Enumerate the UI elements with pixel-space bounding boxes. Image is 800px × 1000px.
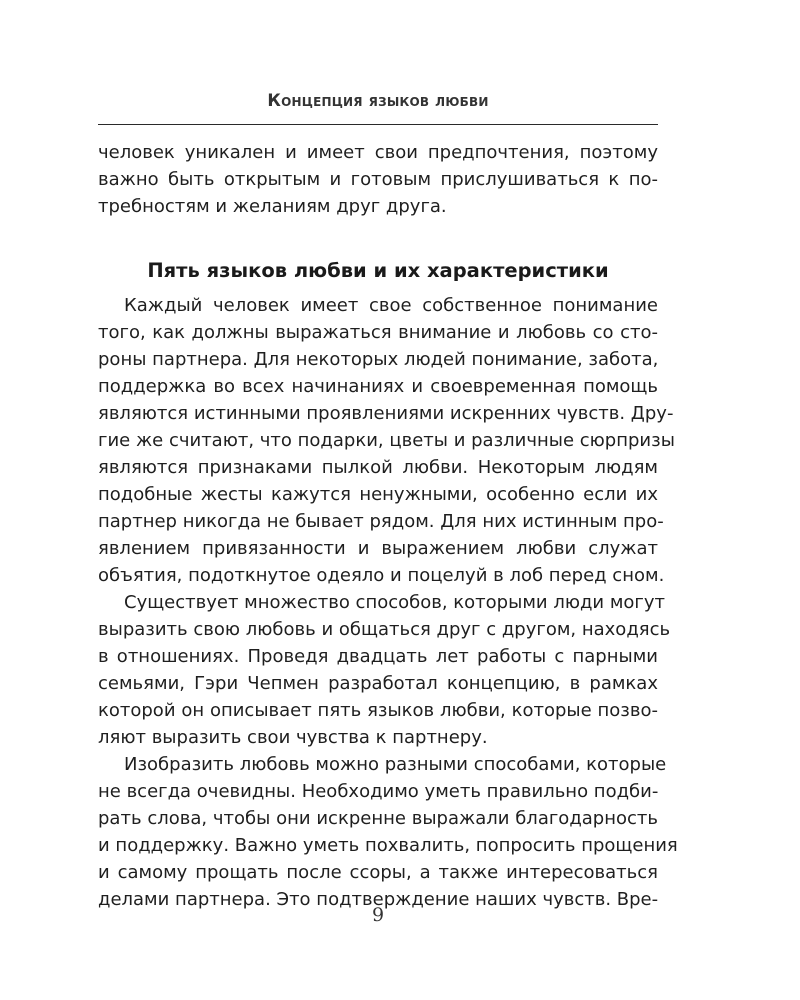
text-line: выразить свою любовь и общаться друг с другом, находясь [98, 619, 671, 640]
text-line: являются признаками пылкой любви. Некоторым людям [98, 457, 658, 478]
text-line: ляют выразить свои чувства к партнеру. [98, 727, 488, 748]
text-line: явлением привязанности и выражением любви служат [98, 538, 658, 559]
text-line: поддержка во всех начинаниях и своевременная помощь [98, 376, 658, 397]
text-line: подобные жесты кажутся ненужными, особенно если их [98, 484, 658, 505]
text-line: роны партнера. Для некоторых людей понимание, забота, [98, 349, 659, 370]
text-line: Каждый человек имеет свое собственное понимание [124, 295, 658, 316]
text-line: Изобразить любовь можно разными способами, которые [124, 754, 667, 775]
text-line: не всегда очевидны. Необходимо уметь правильно подби- [98, 781, 659, 802]
text-line: которой он описывает пять языков любви, которые позво- [98, 700, 658, 721]
section-heading: Пять языков любви и их характеристики [147, 259, 609, 282]
text-line: требностям и желаниям друг друга. [98, 196, 447, 217]
header-rule [98, 124, 658, 125]
text-line: и поддержку. Важно уметь похвалить, попросить прощения [98, 835, 678, 856]
text-line: человек уникален и имеет свои предпочтения, поэтому [98, 142, 658, 163]
text-line: партнер никогда не бывает рядом. Для них истинным про- [98, 511, 664, 532]
text-line: гие же считают, что подарки, цветы и различные сюрпризы [98, 430, 675, 451]
paragraph-2 [98, 589, 671, 751]
text-line: в отношениях. Проведя двадцать лет работы с парными [98, 646, 658, 667]
text-line: того, как должны выражаться внимание и любовь со сто- [98, 322, 658, 343]
text-line: делами партнера. Это подтверждение наших чувств. Вре- [98, 889, 659, 910]
running-head: Концепция языков любви [267, 91, 489, 110]
text-line: семьями, Гэри Чепмен разработал концепцию, в рамках [98, 673, 658, 694]
paragraph-3 [98, 751, 678, 913]
page-number: 9 [371, 904, 385, 926]
continuation-paragraph [98, 139, 658, 220]
paragraph-1 [98, 292, 675, 589]
text-line: и самому прощать после ссоры, а также интересоваться [98, 862, 658, 883]
text-line: являются истинными проявлениями искренних чувств. Дру- [98, 403, 674, 424]
text-line: Существует множество способов, которыми люди могут [124, 592, 666, 613]
text-line: рать слова, чтобы они искренне выражали благодарность [98, 808, 658, 829]
body-text [98, 292, 678, 913]
text-line: важно быть открытым и готовым прислушиваться к по- [98, 169, 658, 190]
text-line: объятия, подоткнутое одеяло и поцелуй в лоб перед сном. [98, 565, 665, 586]
